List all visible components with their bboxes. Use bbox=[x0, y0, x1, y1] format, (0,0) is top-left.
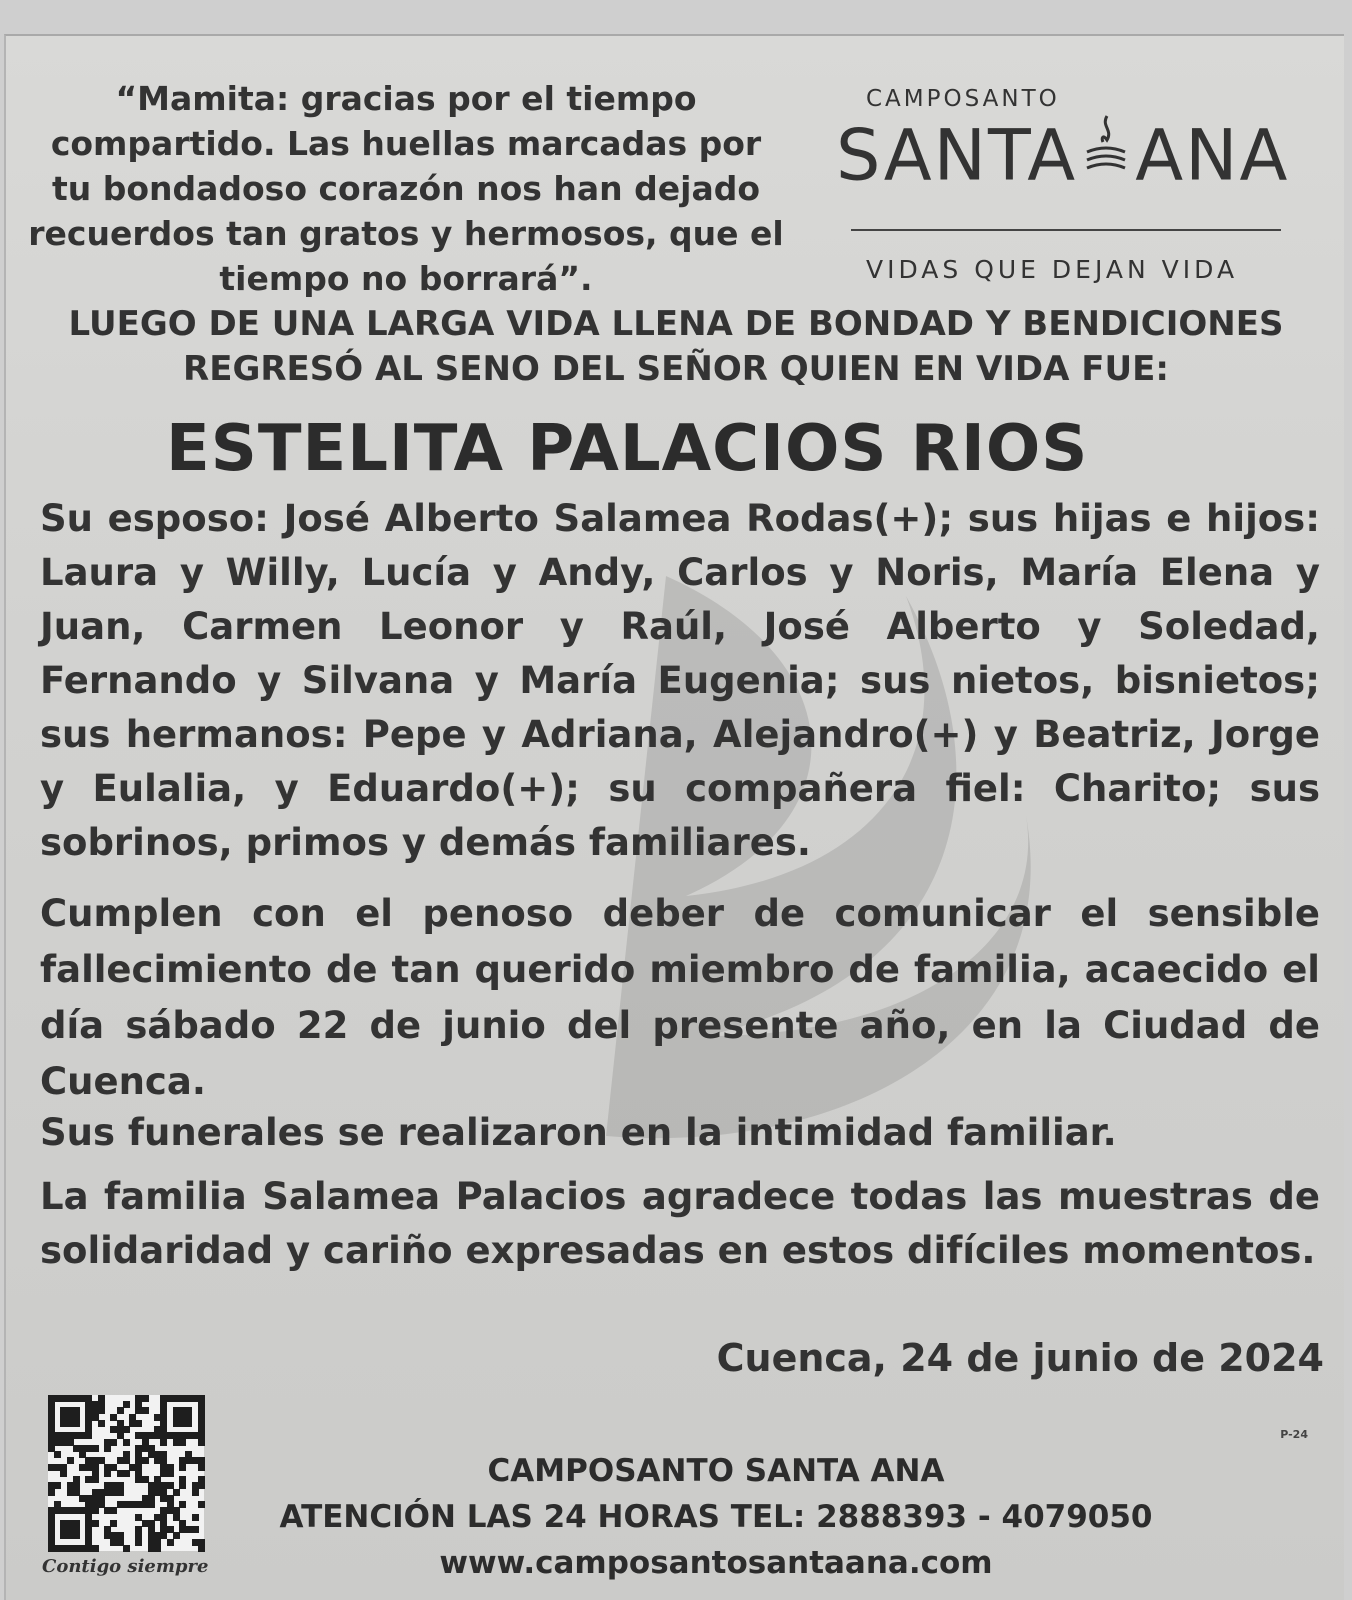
qr-module bbox=[135, 1420, 142, 1427]
qr-module bbox=[98, 1407, 105, 1414]
qr-module bbox=[198, 1439, 205, 1446]
qr-module bbox=[117, 1407, 124, 1414]
qr-module bbox=[148, 1501, 155, 1508]
camposanto-logo bbox=[836, 86, 1296, 284]
qr-module bbox=[92, 1507, 99, 1514]
qr-module bbox=[179, 1439, 186, 1446]
qr-module bbox=[98, 1420, 105, 1427]
qr-module bbox=[104, 1445, 111, 1452]
footer-website: www.camposantosantaana.com bbox=[439, 1545, 993, 1581]
qr-module bbox=[123, 1439, 130, 1446]
quote-line: tiempo no borrará”. bbox=[219, 259, 593, 298]
qr-module bbox=[110, 1439, 117, 1446]
qr-module bbox=[198, 1482, 205, 1489]
qr-code-icon bbox=[48, 1395, 204, 1551]
intro-line-2: REGRESÓ AL SENO DEL SEÑOR QUIEN EN VIDA FUE: bbox=[183, 349, 1169, 389]
logo-brand-right: ANA bbox=[1135, 114, 1290, 197]
qr-module bbox=[173, 1532, 180, 1539]
qr-module bbox=[160, 1439, 167, 1446]
quote-line: compartido. Las huellas marcadas por bbox=[50, 124, 762, 163]
qr-module bbox=[123, 1426, 130, 1433]
qr-module bbox=[73, 1420, 80, 1427]
qr-module bbox=[54, 1451, 61, 1458]
quote-line: tu bondadoso corazón nos han dejado bbox=[51, 169, 761, 208]
qr-module bbox=[92, 1520, 99, 1527]
funeral-paragraph: Sus funerales se realizaron en la intimidad familiar. bbox=[40, 1111, 1117, 1154]
qr-module bbox=[167, 1539, 174, 1546]
qr-module bbox=[92, 1545, 99, 1552]
qr-module bbox=[60, 1470, 67, 1477]
logo-brand bbox=[836, 112, 1296, 209]
intro-line-1: LUEGO DE UNA LARGA VIDA LLENA DE BONDAD Y BENDICIONES bbox=[68, 304, 1284, 344]
memorial-quote bbox=[26, 76, 786, 301]
flame-icon bbox=[1077, 112, 1135, 209]
qr-module bbox=[173, 1489, 180, 1496]
logo-tagline: VIDAS QUE DEJAN VIDA bbox=[866, 255, 1239, 284]
qr-module bbox=[192, 1489, 199, 1496]
qr-module bbox=[92, 1445, 99, 1452]
quote-line: recuerdos tan gratos y hermosos, que el bbox=[28, 214, 784, 253]
logo-top-text: CAMPOSANTO bbox=[866, 86, 1060, 112]
footer-company: CAMPOSANTO SANTA ANA bbox=[487, 1453, 945, 1489]
qr-module bbox=[123, 1545, 130, 1552]
qr-module bbox=[198, 1545, 205, 1552]
intro-heading bbox=[26, 302, 1326, 392]
qr-module bbox=[67, 1457, 74, 1464]
qr-module bbox=[85, 1432, 92, 1439]
qr-module bbox=[73, 1532, 80, 1539]
qr-module bbox=[142, 1407, 149, 1414]
qr-module bbox=[117, 1489, 124, 1496]
qr-module bbox=[154, 1545, 161, 1552]
quote-line: “Mamita: gracias por el tiempo bbox=[115, 79, 697, 118]
notice-date: Cuenca, 24 de junio de 2024 bbox=[716, 1336, 1324, 1380]
qr-module bbox=[198, 1501, 205, 1508]
qr-module bbox=[104, 1470, 111, 1477]
logo-brand-left: SANTA bbox=[836, 114, 1078, 197]
qr-caption: Contigo siempre bbox=[42, 1556, 209, 1577]
qr-module bbox=[110, 1520, 117, 1527]
thanks-paragraph: La familia Salamea Palacios agradece todas las muestras de solidaridad y cariño expresadas en estos difíciles momentos. bbox=[40, 1175, 1320, 1272]
logo-divider bbox=[851, 229, 1281, 231]
qr-module bbox=[92, 1476, 99, 1483]
qr-module bbox=[142, 1395, 149, 1402]
ad-code: P-24 bbox=[1280, 1428, 1308, 1441]
qr-module bbox=[179, 1501, 186, 1508]
qr-module bbox=[198, 1464, 205, 1471]
qr-module bbox=[185, 1420, 192, 1427]
family-paragraph: Su esposo: José Alberto Salamea Rodas(+); sus hijas e hijos: Laura y Willy, Lucía y Andy, Carlos y Noris, María Elena y Juan, Carmen Leonor y Raúl, José Alberto y Soledad, Fernando y Silvana y María Eugenia; sus nietos, bisnietos; sus hermanos: Pepe y Adriana, Alejandro(+) y Beatriz, Jorge y Eulalia, y Eduardo(+); su compañera fiel: Charito; sus sobrinos, primos y demás familiares. bbox=[40, 497, 1320, 864]
qr-module bbox=[135, 1539, 142, 1546]
announcement-paragraph: Cumplen con el penoso deber de comunicar el sensible fallecimiento de tan querido miembro de familia, acaecido el día sábado 22 de junio del presente año, en la Ciudad de Cuenca. bbox=[40, 892, 1320, 1103]
footer-contact bbox=[206, 1448, 1226, 1586]
footer-phone: ATENCIÓN LAS 24 HORAS TEL: 2888393 - 4079050 bbox=[279, 1499, 1153, 1535]
qr-module bbox=[179, 1464, 186, 1471]
qr-module bbox=[123, 1401, 130, 1408]
newspaper-notice bbox=[4, 34, 1344, 1600]
qr-module bbox=[54, 1482, 61, 1489]
qr-module bbox=[123, 1470, 130, 1477]
qr-module bbox=[48, 1489, 55, 1496]
qr-module bbox=[167, 1470, 174, 1477]
qr-module bbox=[110, 1507, 117, 1514]
qr-module bbox=[179, 1482, 186, 1489]
deceased-name: ESTELITA PALACIOS RIOS bbox=[166, 412, 1089, 486]
qr-module bbox=[192, 1514, 199, 1521]
qr-module bbox=[142, 1457, 149, 1464]
qr-module bbox=[192, 1526, 199, 1533]
